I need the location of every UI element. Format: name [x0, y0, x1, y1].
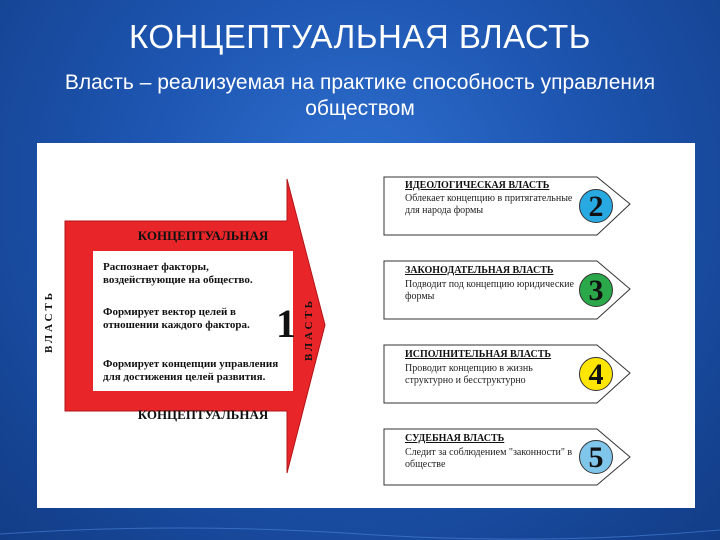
concept-top-label: КОНЦЕПТУАЛЬНАЯ: [137, 228, 269, 243]
power-desc-judicial: Следит за соблюдением "законности" в обществе: [405, 447, 573, 470]
concept-number: 1: [276, 301, 296, 346]
concept-point: Формирует концепции управления для достижения целей развития.: [103, 358, 279, 383]
power-title-legislative: ЗАКОНОДАТЕЛЬНАЯ ВЛАСТЬ: [405, 265, 554, 276]
slide-title: КОНЦЕПТУАЛЬНАЯ ВЛАСТЬ: [129, 18, 591, 55]
power-title-judicial: СУДЕБНАЯ ВЛАСТЬ: [405, 433, 505, 444]
power-desc-executive: Проводит концепцию в жизнь структурно и бесструктурно: [405, 363, 533, 386]
power-number-executive: 4: [579, 357, 613, 391]
diagram-panel: [37, 143, 695, 508]
concept-bottom-label: КОНЦЕПТУАЛЬНАЯ: [137, 407, 269, 422]
background-wave-decoration: [0, 500, 720, 540]
concept-side-label-right: ВЛАСТЬ: [303, 297, 315, 361]
power-number-ideological: 2: [579, 189, 613, 223]
power-title-ideological: ИДЕОЛОГИЧЕСКАЯ ВЛАСТЬ: [405, 180, 550, 191]
slide-subtitle: Власть – реализуемая на практике способность управления обществом: [64, 71, 656, 120]
concept-point: Формирует вектор целей в отношении каждого фактора.: [103, 306, 250, 331]
power-desc-legislative: Подводит под концепцию юридические формы: [405, 279, 574, 302]
power-desc-ideological: Облекает концепцию в притягательные для народа формы: [405, 193, 573, 216]
power-title-executive: ИСПОЛНИТЕЛЬНАЯ ВЛАСТЬ: [405, 349, 552, 360]
concept-side-label-left: ВЛАСТЬ: [43, 289, 55, 353]
power-number-legislative: 3: [579, 273, 613, 307]
concept-point: Распознает факторы, воздействующие на общество.: [103, 261, 253, 286]
power-number-judicial: 5: [579, 440, 613, 474]
